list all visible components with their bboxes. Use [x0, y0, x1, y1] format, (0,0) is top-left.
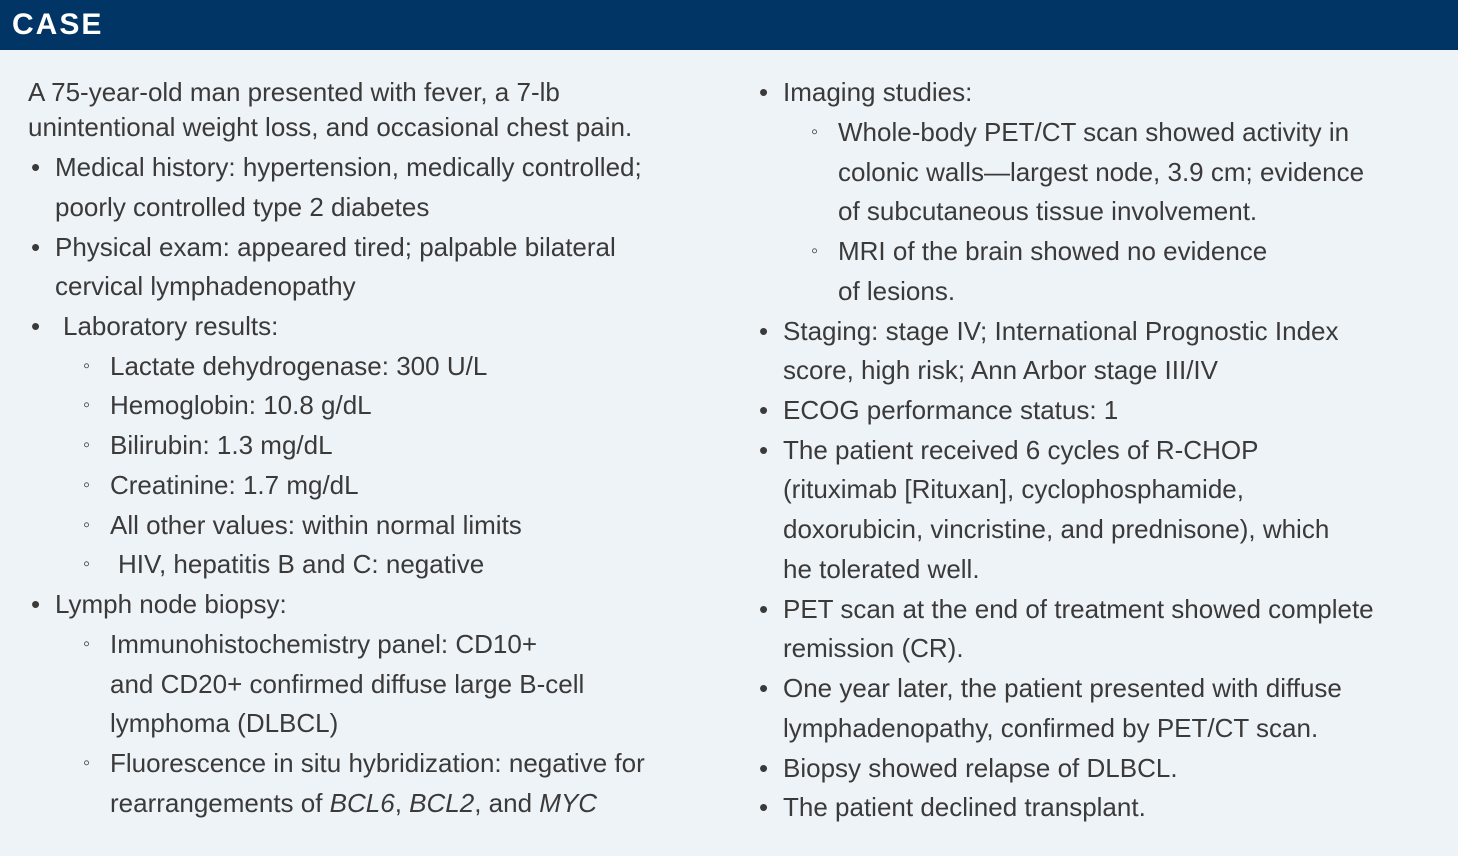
fish-prefix: rearrangements of	[110, 788, 330, 818]
gene-bcl6: BCL6	[329, 788, 395, 818]
sub-bullet-icon: ◦	[83, 474, 91, 496]
pet-end-line-2: remission (CR).	[783, 633, 964, 663]
mri-line-2: of lesions.	[838, 276, 956, 306]
relapse-line-1: One year later, the patient presented with diffuse	[783, 673, 1342, 703]
rchop-line-1: The patient received 6 cycles of R-CHOP	[783, 435, 1259, 465]
sub-bullet-icon: ◦	[83, 553, 91, 575]
bullet-icon: •	[759, 435, 769, 465]
case-header	[0, 0, 1458, 50]
biopsy-heading: Lymph node biopsy:	[55, 589, 287, 619]
biopsy-relapse: Biopsy showed relapse of DLBCL.	[783, 753, 1178, 783]
medical-history-line-2: poorly controlled type 2 diabetes	[55, 192, 430, 222]
ihc-line-1: Immunohistochemistry panel: CD10+	[110, 629, 538, 659]
staging-line-1: Staging: stage IV; International Prognostic Index	[783, 316, 1339, 346]
sub-bullet-icon: ◦	[83, 434, 91, 456]
sub-bullet-icon: ◦	[83, 633, 91, 655]
gene-bcl2: BCL2	[409, 788, 475, 818]
fish-separator: ,	[394, 788, 410, 818]
bullet-icon: •	[759, 77, 769, 107]
mri-line-1: MRI of the brain showed no evidence	[838, 236, 1268, 266]
sub-bullet-icon: ◦	[83, 514, 91, 536]
bullet-icon: •	[31, 311, 41, 341]
sub-bullet-icon: ◦	[811, 240, 819, 262]
physical-exam-line-2: cervical lymphadenopathy	[55, 271, 356, 301]
lab-item: All other values: within normal limits	[110, 510, 522, 540]
fish-line-2	[110, 787, 597, 819]
relapse-line-2: lymphadenopathy, confirmed by PET/CT scan.	[783, 713, 1319, 743]
sub-bullet-icon: ◦	[811, 121, 819, 143]
lab-item: Creatinine: 1.7 mg/dL	[110, 470, 359, 500]
case-title: CASE	[12, 8, 104, 41]
gene-myc: MYC	[539, 788, 598, 818]
bullet-icon: •	[759, 673, 769, 703]
rchop-line-2: (rituximab [Rituxan], cyclophosphamide,	[783, 474, 1244, 504]
fish-separator: , and	[474, 788, 540, 818]
staging-line-2: score, high risk; Ann Arbor stage III/IV	[783, 355, 1218, 385]
ihc-line-3: lymphoma (DLBCL)	[110, 708, 339, 738]
medical-history-line-1: Medical history: hypertension, medically controlled;	[55, 152, 642, 182]
lab-item: HIV, hepatitis B and C: negative	[118, 549, 485, 579]
fish-line-1: Fluorescence in situ hybridization: negative for	[110, 748, 645, 778]
rchop-line-3: doxorubicin, vincristine, and prednisone), which	[783, 514, 1330, 544]
bullet-icon: •	[31, 232, 41, 262]
sub-bullet-icon: ◦	[83, 752, 91, 774]
lab-item: Hemoglobin: 10.8 g/dL	[110, 390, 372, 420]
physical-exam-line-1: Physical exam: appeared tired; palpable bilateral	[55, 232, 616, 262]
declined-transplant: The patient declined transplant.	[783, 792, 1146, 822]
pet-ct-line-1: Whole-body PET/CT scan showed activity in	[838, 117, 1350, 147]
pet-ct-line-2: colonic walls—largest node, 3.9 cm; evidence	[838, 157, 1365, 187]
intro-line-2: unintentional weight loss, and occasional chest pain.	[28, 112, 633, 142]
ecog-status: ECOG performance status: 1	[783, 395, 1119, 425]
bullet-icon: •	[759, 753, 769, 783]
bullet-icon: •	[759, 792, 769, 822]
bullet-icon: •	[31, 589, 41, 619]
bullet-icon: •	[759, 395, 769, 425]
lab-heading: Laboratory results:	[63, 311, 279, 341]
intro-line-1: A 75-year-old man presented with fever, a 7-lb	[28, 77, 560, 107]
lab-item: Bilirubin: 1.3 mg/dL	[110, 430, 333, 460]
sub-bullet-icon: ◦	[83, 355, 91, 377]
bullet-icon: •	[759, 594, 769, 624]
imaging-heading: Imaging studies:	[783, 77, 973, 107]
rchop-line-4: he tolerated well.	[783, 554, 980, 584]
lab-item: Lactate dehydrogenase: 300 U/L	[110, 351, 488, 381]
pet-ct-line-3: of subcutaneous tissue involvement.	[838, 196, 1258, 226]
bullet-icon: •	[759, 316, 769, 346]
ihc-line-2: and CD20+ confirmed diffuse large B-cell	[110, 669, 585, 699]
sub-bullet-icon: ◦	[83, 394, 91, 416]
bullet-icon: •	[31, 152, 41, 182]
pet-end-line-1: PET scan at the end of treatment showed complete	[783, 594, 1374, 624]
